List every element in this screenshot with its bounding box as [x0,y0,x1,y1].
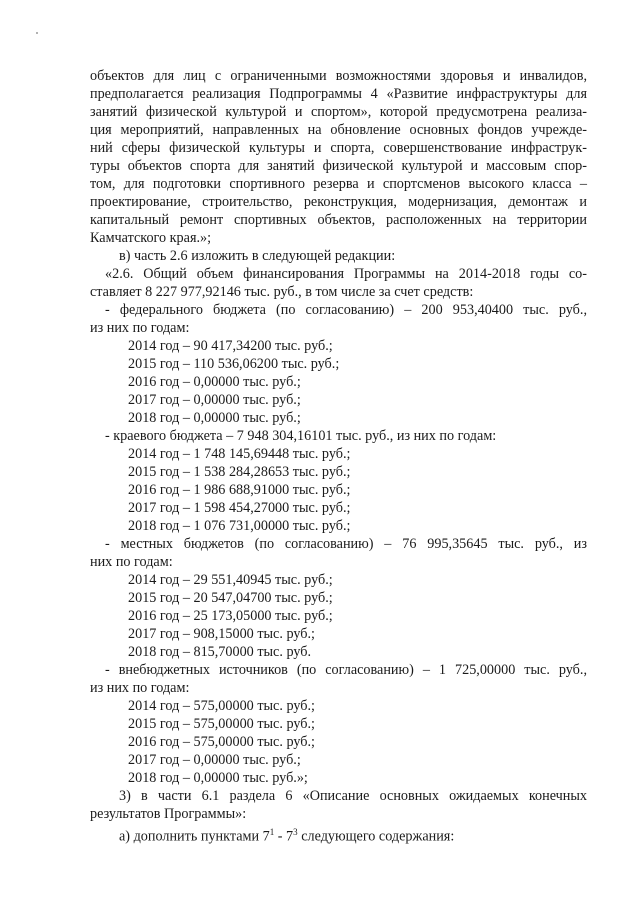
text-line: 2015 год – 575,00000 тыс. руб.; [128,716,315,732]
text-line: 2015 год – 20 547,04700 тыс. руб.; [128,590,333,606]
text-line: результатов Программы»: [90,806,247,822]
text-line: 3) в части 6.1 раздела 6 «Описание основных ожидаемых конечных [119,788,587,804]
text-line: ставляет 8 227 977,92146 тыс. руб., в том числе за счет средств: [90,284,474,300]
text-line: 2016 год – 1 986 688,91000 тыс. руб.; [128,482,351,498]
text-line: 2016 год – 575,00000 тыс. руб.; [128,734,315,750]
scan-speck [36,32,38,34]
text-line: объектов для лиц с ограниченными возможностями здоровья и инвалидов, [90,68,587,84]
text-line: - краевого бюджета – 7 948 304,16101 тыс. руб., из них по годам: [105,428,497,444]
text-line: «2.6. Общий объем финансирования Программы на 2014-2018 годы со- [105,266,587,282]
text-line: - внебюджетных источников (по согласованию) – 1 725,00000 тыс. руб., [105,662,587,678]
text-line: 2016 год – 0,00000 тыс. руб.; [128,374,301,390]
line-text-mid: - 7 [274,828,294,845]
line-text-after: следующего содержания: [297,828,455,845]
text-line: - федерального бюджета (по согласованию) – 200 953,40400 тыс. руб., [105,302,587,318]
text-line: 2017 год – 1 598 454,27000 тыс. руб.; [128,500,351,516]
text-line: 2018 год – 0,00000 тыс. руб.»; [128,770,308,786]
superscript: 3 [293,827,298,837]
text-line: Камчатского края.»; [90,230,212,246]
text-line: проектирование, строительство, реконструкция, модернизация, демонтаж и [90,194,587,210]
text-line: 2014 год – 90 417,34200 тыс. руб.; [128,338,333,354]
superscript: 1 [269,827,275,837]
text-line: ний сферы физической культуры и спорта, совершенствование инфраструк- [90,140,587,156]
text-line: 2016 год – 25 173,05000 тыс. руб.; [128,608,333,624]
text-line: 2015 год – 1 538 284,28653 тыс. руб.; [128,464,351,480]
text-line: 2014 год – 1 748 145,69448 тыс. руб.; [128,446,351,462]
text-line: 2018 год – 1 076 731,00000 тыс. руб.; [128,518,351,534]
text-line: занятий физической культурой и спортом», которой предусмотрена реализа- [90,104,587,120]
text-line: из них по годам: [90,680,190,696]
text-line: предполагается реализация Подпрограммы 4 «Развитие инфраструктуры для [90,86,587,102]
text-line: 2014 год – 29 551,40945 тыс. руб.; [128,572,333,588]
text-line: 2017 год – 908,15000 тыс. руб.; [128,626,315,642]
text-line: 2017 год – 0,00000 тыс. руб.; [128,752,301,768]
text-line: из них по годам: [90,320,190,336]
text-line: в) часть 2.6 изложить в следующей редакции: [119,248,396,264]
text-line: ция мероприятий, направленных на обновление основных фондов учрежде- [90,122,587,138]
text-line: - местных бюджетов (по согласованию) – 76 995,35645 тыс. руб., из [105,536,587,552]
text-line: 2018 год – 0,00000 тыс. руб.; [128,410,301,426]
text-line: 2018 год – 815,70000 тыс. руб. [128,644,312,660]
text-line: 2017 год – 0,00000 тыс. руб.; [128,392,301,408]
text-line: капитальный ремонт спортивных объектов, расположенных на территории [90,212,587,228]
text-line: том, для подготовки спортивного резерва и спортсменов высокого класса – [90,176,587,192]
text-line: 2014 год – 575,00000 тыс. руб.; [128,698,315,714]
text-line: 2015 год – 110 536,06200 тыс. руб.; [128,356,340,372]
text-line-items-7-1-7-3 [119,823,587,846]
text-line: туры объектов спорта для занятий физической культурой и массовым спор- [90,158,587,174]
line-text-before: а) дополнить пунктами 7 [119,828,270,845]
text-line: них по годам: [90,554,173,570]
